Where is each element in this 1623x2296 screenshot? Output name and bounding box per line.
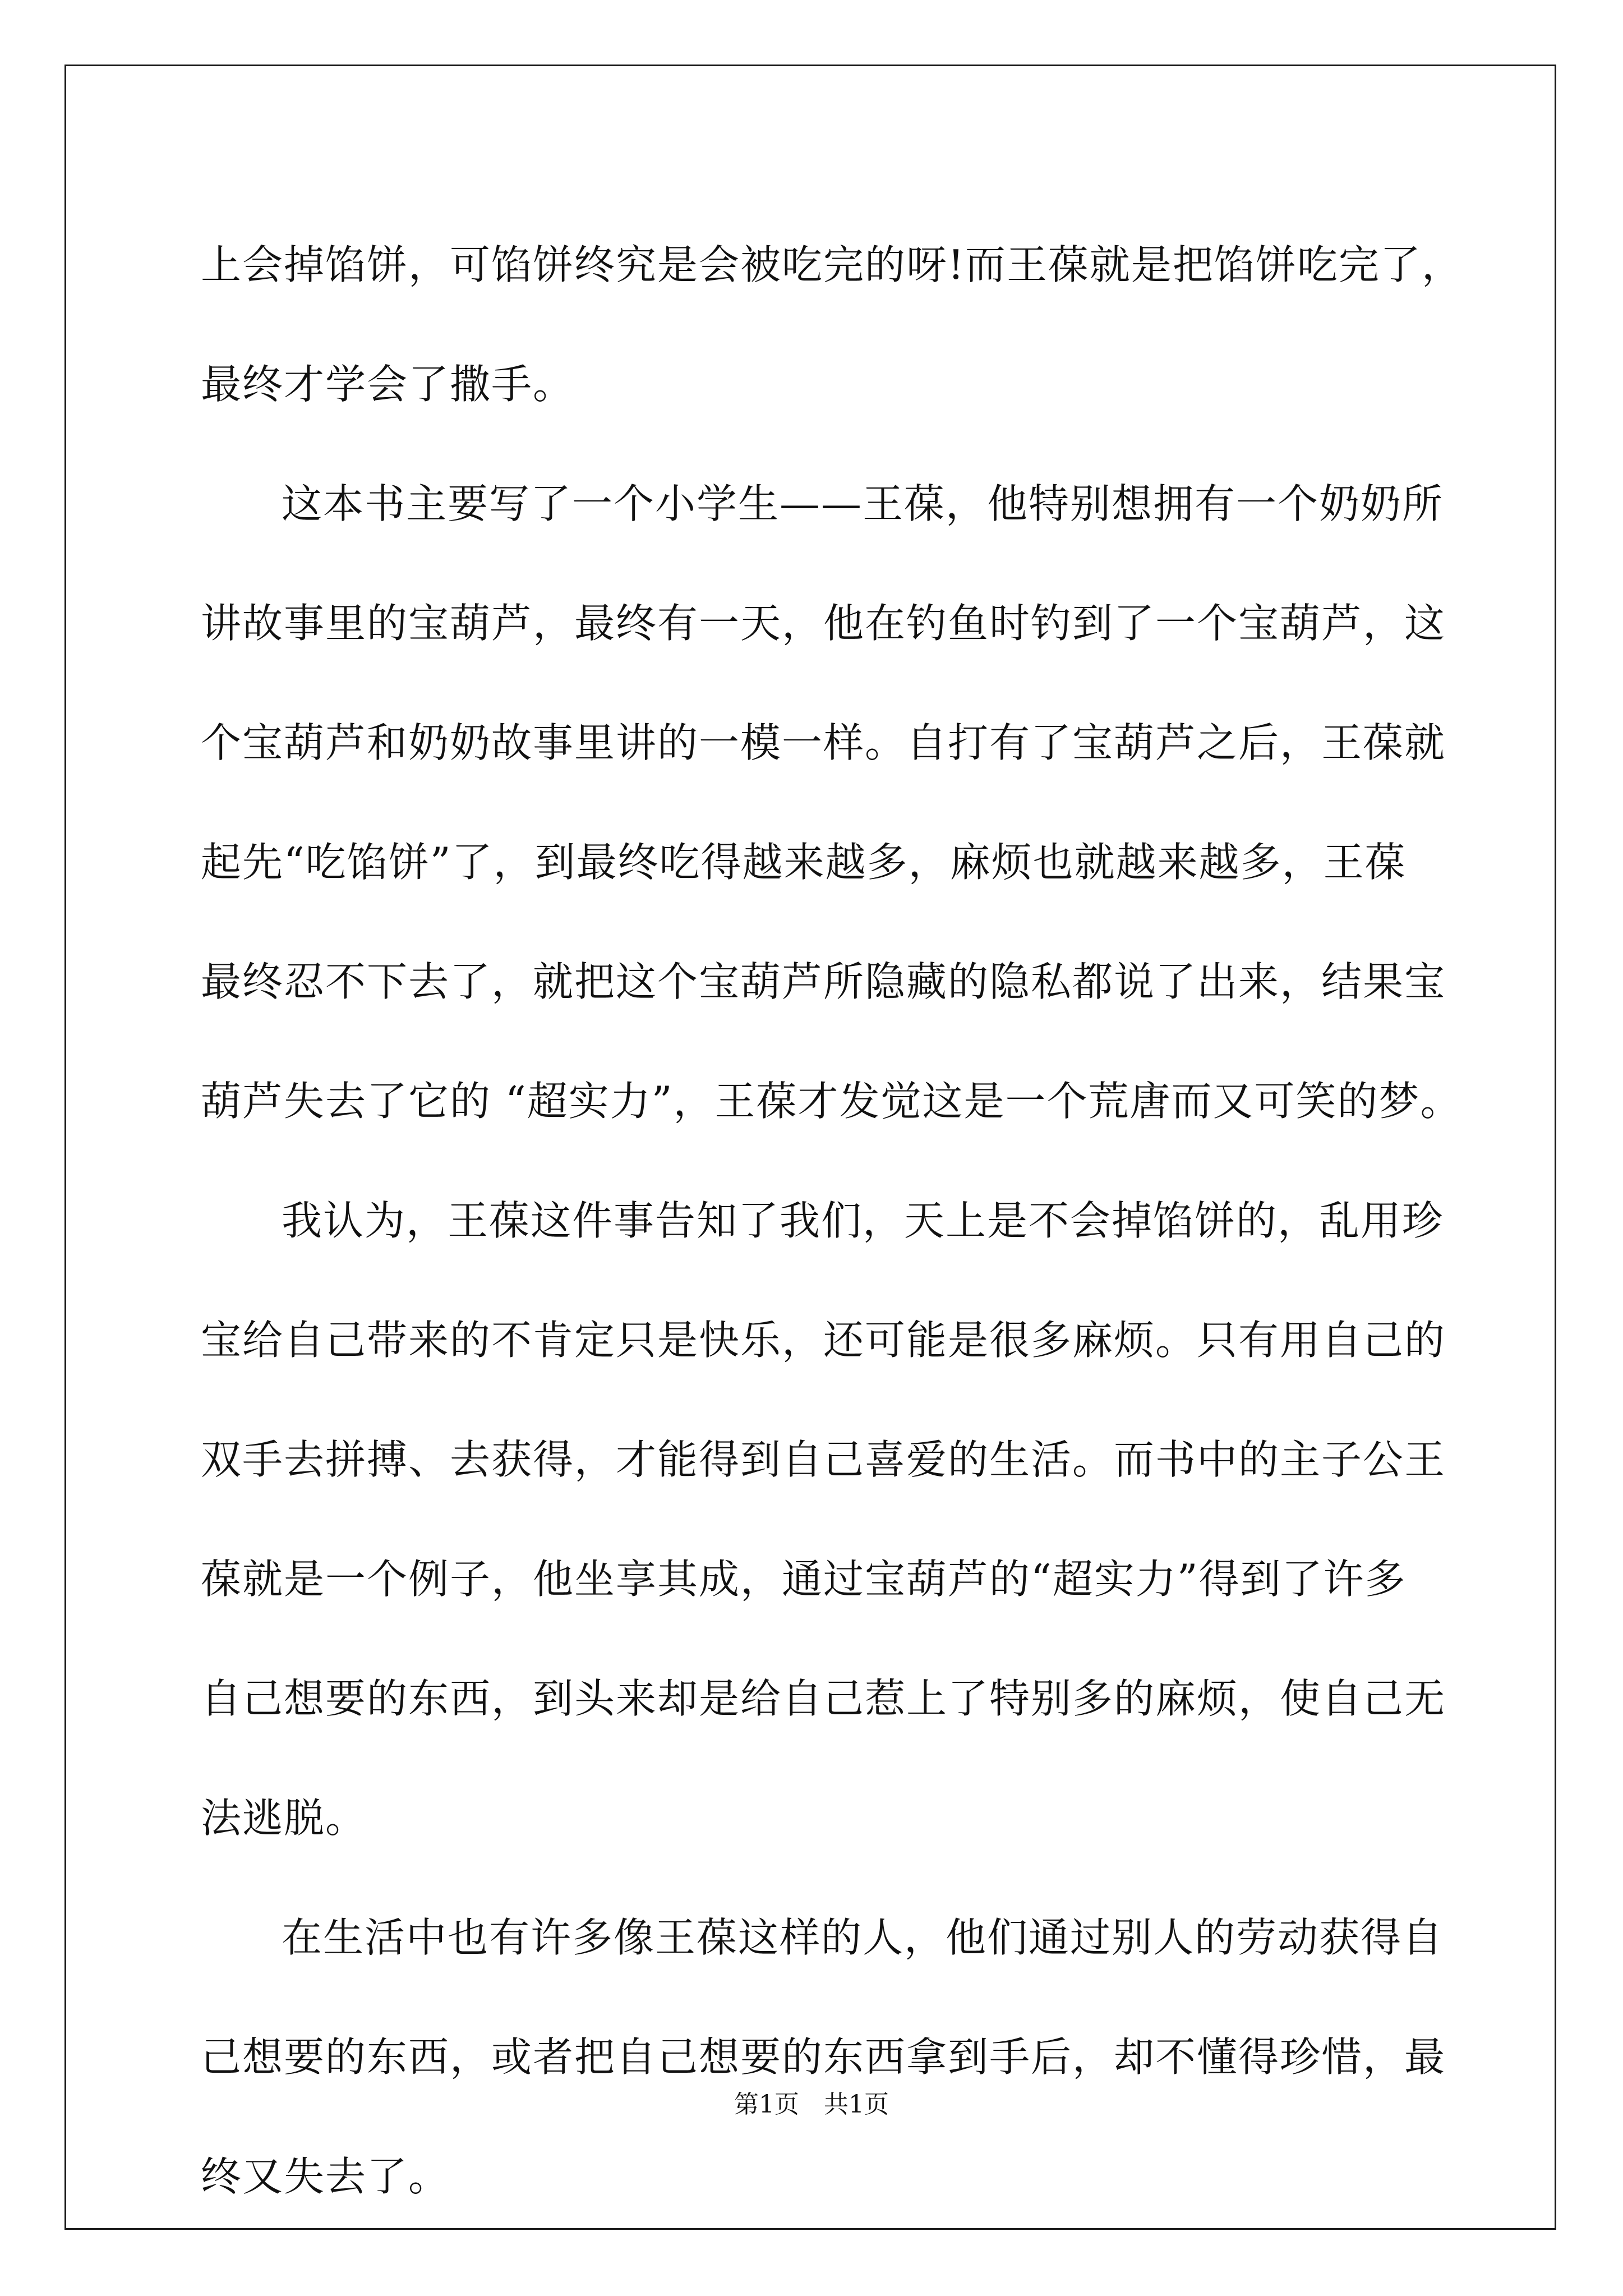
text-line: 最终才学会了撒手。: [201, 361, 575, 408]
text-line: 法逃脱。: [201, 1795, 367, 1842]
paragraph-start-line: 这本书主要写了一个小学生——王葆，他特别想拥有一个奶奶所: [282, 480, 1444, 527]
page-footer: 第1页 共1页: [734, 2090, 889, 2119]
text-line: 双手去拼搏、去获得，才能得到自己喜爱的生活。而书中的主子公王: [201, 1436, 1446, 1483]
text-line: 葆就是一个例子，他坐享其成，通过宝葫芦的“超实力”得到了许多: [201, 1556, 1407, 1603]
text-line: 葫芦失去了它的 “超实力”，王葆才发觉这是一个荒唐而又可笑的梦。: [201, 1078, 1462, 1125]
text-line: 上会掉馅饼，可馅饼终究是会被吃完的呀!而王葆就是把馅饼吃完了，: [201, 241, 1463, 288]
document-body: [201, 205, 1463, 2237]
paragraph-start-line: 我认为，王葆这件事告知了我们，天上是不会掉馅饼的，乱用珍: [282, 1197, 1444, 1244]
text-line: 宝给自己带来的不肯定只是快乐，还可能是很多麻烦。只有用自己的: [201, 1317, 1446, 1364]
text-line: 终又失去了。: [201, 2153, 450, 2200]
text-line: 讲故事里的宝葫芦，最终有一天，他在钓鱼时钓到了一个宝葫芦，这: [201, 600, 1446, 647]
text-line: 个宝葫芦和奶奶故事里讲的一模一样。自打有了宝葫芦之后，王葆就: [201, 719, 1446, 766]
text-line: 最终忍不下去了，就把这个宝葫芦所隐藏的隐私都说了出来，结果宝: [201, 958, 1446, 1005]
paragraph-start-line: 在生活中也有许多像王葆这样的人，他们通过别人的劳动获得自: [282, 1914, 1444, 1961]
text-line: 起先“吃馅饼”了，到最终吃得越来越多，麻烦也就越来越多，王葆: [201, 839, 1407, 886]
text-line: 己想要的东西，或者把自己想要的东西拿到手后，却不懂得珍惜，最: [201, 2033, 1446, 2081]
text-line: 自己想要的东西，到头来却是给自己惹上了特别多的麻烦，使自己无: [201, 1675, 1446, 1722]
